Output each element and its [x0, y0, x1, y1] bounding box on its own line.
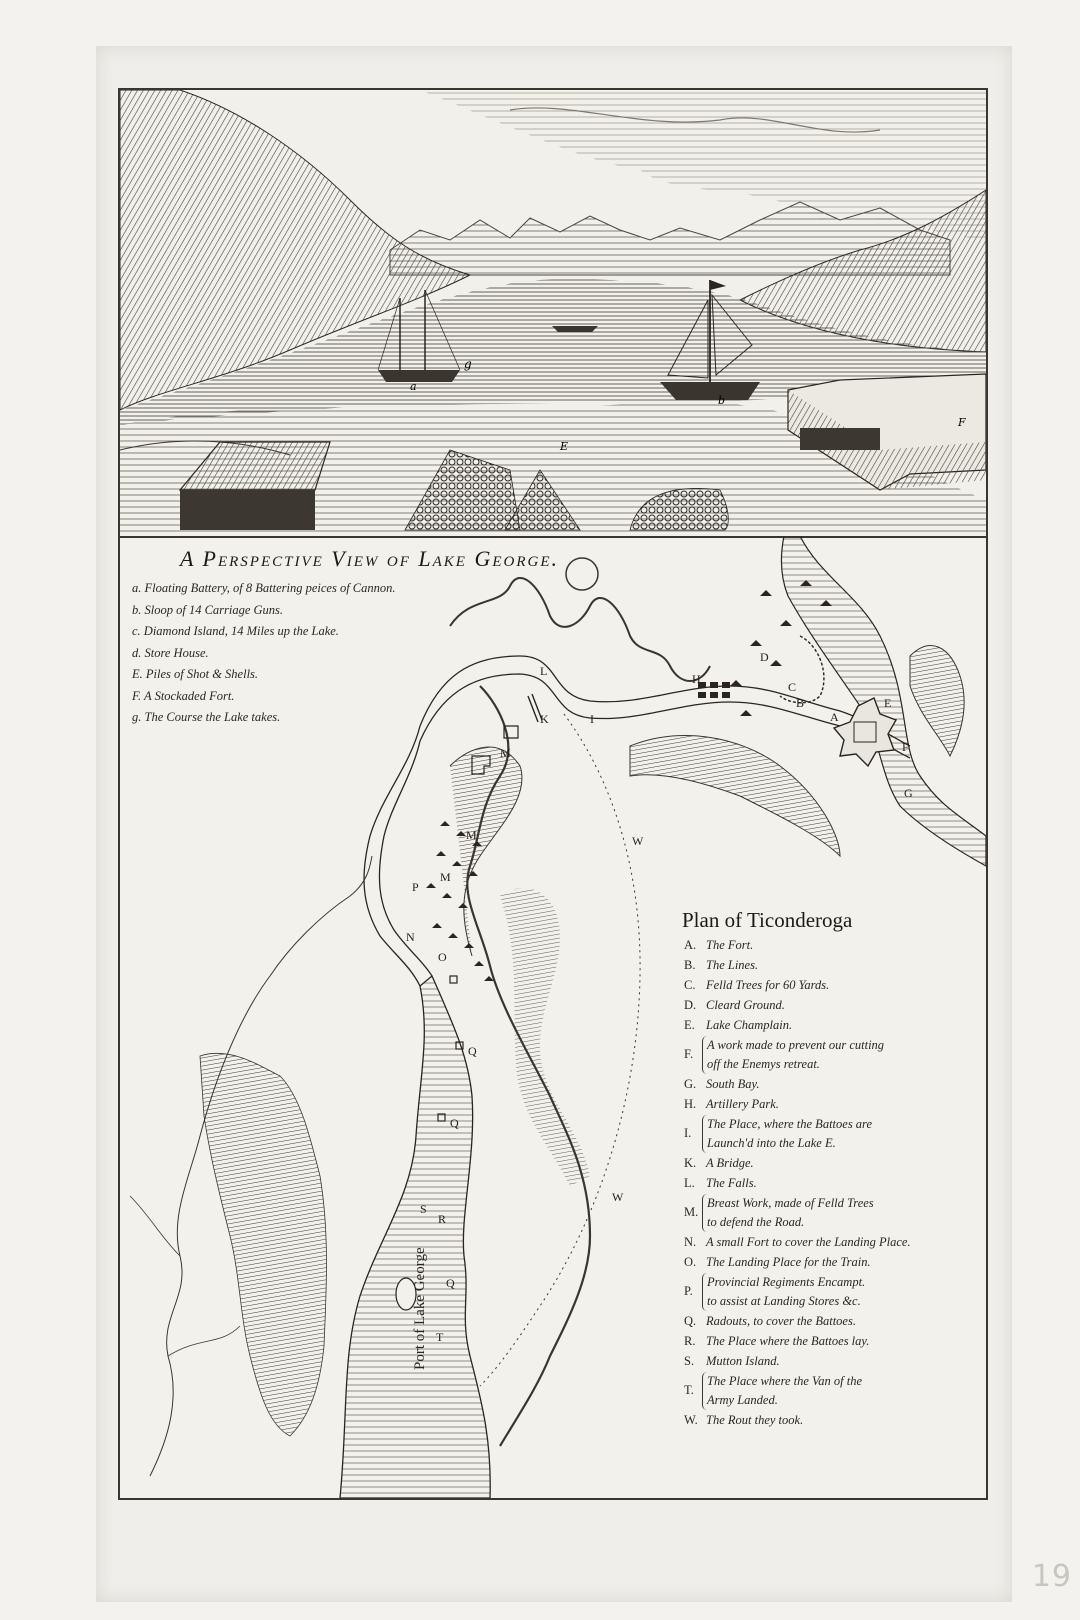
plan-legend-item — [684, 1095, 984, 1114]
plan-legend-item — [684, 1372, 984, 1410]
legend-key: B. — [684, 958, 696, 972]
legend-text: The Place where the Battoes lay. — [706, 1334, 870, 1348]
plan-legend-item — [684, 1154, 984, 1173]
map-marker-s: S — [420, 1202, 427, 1216]
legend-text: South Bay. — [706, 1077, 760, 1091]
plan-legend-item — [684, 996, 984, 1015]
legend-key: F. — [684, 1047, 694, 1061]
plan-legend-item — [684, 976, 984, 995]
plan-legend — [684, 936, 984, 1431]
artillery-park-symbol — [698, 682, 730, 698]
map-marker-d: D — [760, 650, 769, 664]
legend-key: H. — [684, 1097, 697, 1111]
port-label: Port of Lake George — [412, 1247, 428, 1370]
map-marker-g: G — [904, 786, 913, 800]
lake-view-illustration — [120, 90, 986, 536]
map-marker-b: B — [796, 696, 805, 710]
margin-pencil-note: 19 — [1031, 1559, 1072, 1594]
map-marker-e: E — [884, 696, 892, 710]
legend-text: The Fort. — [706, 938, 754, 952]
map-marker-w: W — [632, 834, 644, 848]
plan-legend-item — [684, 1174, 984, 1193]
view-legend-item: a. Floating Battery, of 8 Battering peices of Cannon. — [132, 581, 396, 595]
legend-key: W. — [684, 1413, 698, 1427]
view-marker-e: E — [560, 440, 569, 453]
map-marker-p: P — [412, 880, 419, 894]
legend-key: C. — [684, 978, 696, 992]
map-marker-c: C — [788, 680, 797, 694]
plan-legend-item — [684, 936, 984, 955]
legend-key: L. — [684, 1176, 695, 1190]
legend-line: The Place where the Van of the — [707, 1374, 863, 1388]
map-marker-l: L — [540, 664, 548, 678]
legend-text: Felld Trees for 60 Yards. — [706, 978, 830, 992]
plan-legend-item — [684, 1115, 984, 1153]
legend-key: K. — [684, 1156, 697, 1170]
legend-key: Q. — [684, 1314, 697, 1328]
legend-text: A small Fort to cover the Landing Place. — [706, 1235, 911, 1249]
legend-line: off the Enemys retreat. — [707, 1057, 820, 1071]
legend-line: to assist at Landing Stores &c. — [707, 1294, 861, 1308]
legend-text — [702, 1372, 862, 1410]
map-marker-o: O — [438, 950, 447, 964]
legend-key: M. — [684, 1205, 699, 1219]
engraving-plate — [118, 88, 988, 1500]
plan-legend-item — [684, 1352, 984, 1371]
legend-key: T. — [684, 1383, 694, 1397]
legend-key: N. — [684, 1235, 697, 1249]
view-marker-g: g — [464, 357, 472, 371]
legend-line: Breast Work, made of Felld Trees — [707, 1196, 874, 1210]
legend-text — [702, 1273, 865, 1311]
map-marker-t: T — [436, 1330, 444, 1344]
plan-legend-item — [684, 1075, 984, 1094]
map-marker-h: H — [692, 672, 701, 686]
map-marker-k: K — [540, 712, 549, 726]
legend-text — [702, 1115, 872, 1153]
map-marker-w: W — [612, 1190, 624, 1204]
plan-legend-item — [684, 1016, 984, 1035]
plan-legend-item — [684, 1411, 984, 1430]
plan-legend-item — [684, 1233, 984, 1252]
view-legend-item: b. Sloop of 14 Carriage Guns. — [132, 602, 284, 617]
legend-key: R. — [684, 1334, 696, 1348]
view-marker-b: b — [718, 394, 726, 407]
map-marker-r: R — [438, 1212, 447, 1226]
map-marker-m: M — [500, 746, 511, 760]
legend-text: The Landing Place for the Train. — [706, 1255, 871, 1269]
legend-key: E. — [684, 1018, 695, 1032]
view-legend-item: F. A Stockaded Fort. — [132, 688, 235, 703]
perspective-view — [120, 90, 986, 538]
legend-text: Artillery Park. — [706, 1097, 779, 1111]
legend-line: A work made to prevent our cutting — [707, 1038, 885, 1052]
view-legend-item: g. The Course the Lake takes. — [132, 710, 281, 724]
legend-key: I. — [684, 1126, 692, 1140]
map-marker-q: Q — [468, 1044, 477, 1058]
legend-line: Launch'd into the Lake E. — [707, 1136, 836, 1150]
view-legend-item: E. Piles of Shot & Shells. — [132, 667, 259, 681]
legend-line: Army Landed. — [707, 1393, 778, 1407]
legend-text — [702, 1194, 874, 1232]
legend-line: to defend the Road. — [707, 1215, 805, 1229]
legend-text: Cleard Ground. — [706, 998, 785, 1012]
plan-legend-item — [684, 1312, 984, 1331]
legend-text: Mutton Island. — [706, 1354, 780, 1368]
legend-key: A. — [684, 938, 697, 952]
legend-text: Lake Champlain. — [706, 1018, 793, 1032]
legend-text: The Falls. — [706, 1176, 757, 1190]
plan-legend-item — [684, 1273, 984, 1311]
legend-text: The Lines. — [706, 958, 759, 972]
map-marker-m: M — [440, 870, 451, 884]
map-marker-f: F — [902, 740, 909, 754]
plan-legend-item — [684, 1253, 984, 1272]
view-marker-a: a — [410, 380, 417, 393]
legend-text: Radouts, to cover the Battoes. — [706, 1314, 856, 1328]
plan-legend-item — [684, 1332, 984, 1351]
legend-key: S. — [684, 1354, 695, 1368]
plan-legend-item — [684, 1036, 984, 1074]
plan-legend-item — [684, 956, 984, 975]
view-title: A Perspective View of Lake George. — [180, 546, 559, 571]
legend-line: The Place, where the Battoes are — [707, 1117, 873, 1131]
legend-key: G. — [684, 1077, 697, 1091]
legend-key: O. — [684, 1255, 697, 1269]
legend-key: D. — [684, 998, 697, 1012]
legend-line: Provincial Regiments Encampt. — [707, 1275, 866, 1289]
map-marker-q: Q — [450, 1116, 459, 1130]
legend-key: P. — [684, 1284, 693, 1298]
view-marker-f: F — [958, 416, 966, 429]
map-marker-a: A — [830, 710, 839, 724]
map-marker-n: N — [406, 930, 415, 944]
legend-text — [702, 1036, 884, 1074]
view-legend-item: c. Diamond Island, 14 Miles up the Lake. — [132, 624, 339, 638]
view-legend-item: d. Store House. — [132, 645, 209, 660]
legend-text: The Rout they took. — [706, 1413, 804, 1427]
map-marker-i: I — [590, 712, 594, 726]
plan-title: Plan of Ticonderoga — [682, 908, 853, 932]
legend-text: A Bridge. — [706, 1156, 754, 1170]
map-marker-q: Q — [446, 1276, 455, 1290]
plan-legend-item — [684, 1194, 984, 1232]
map-marker-m: M — [466, 828, 477, 842]
